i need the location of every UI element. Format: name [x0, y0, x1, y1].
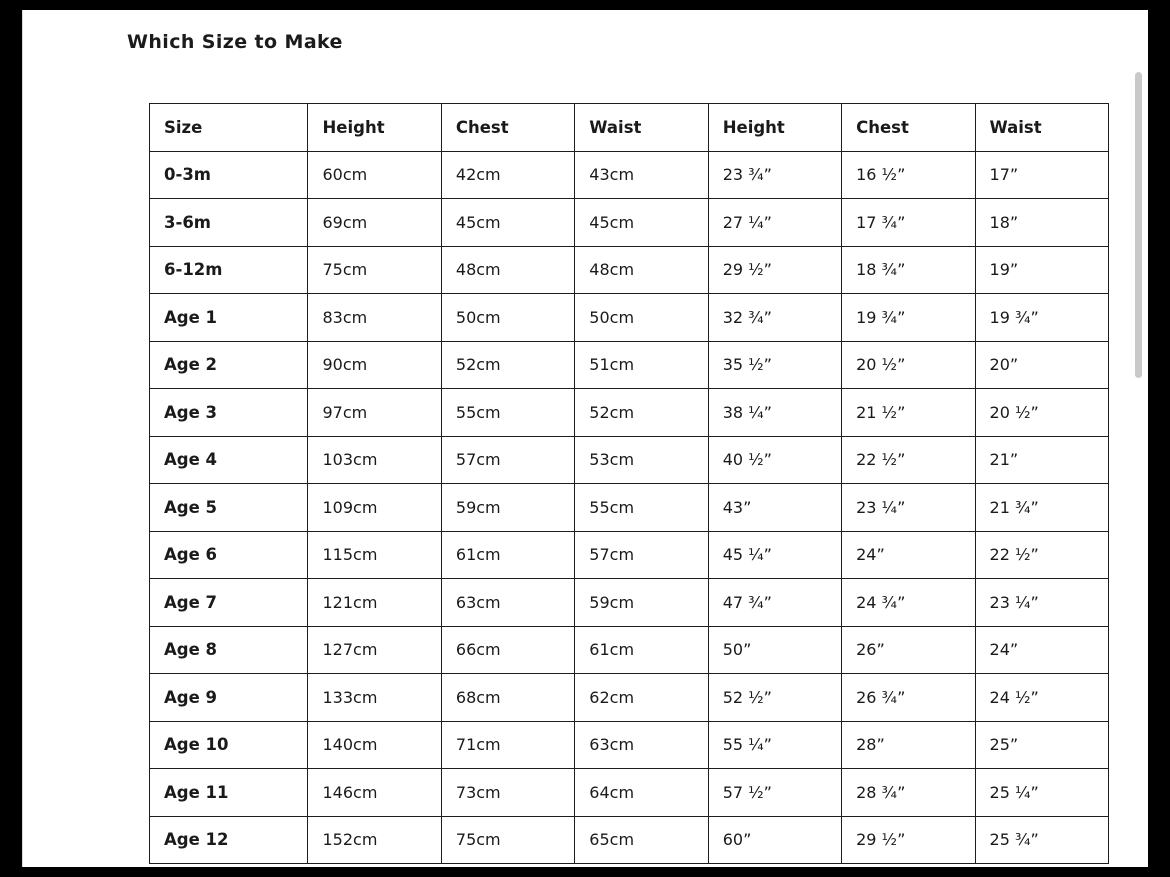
- cell-waist-cm: 50cm: [575, 294, 708, 342]
- cell-size: Age 5: [150, 484, 308, 532]
- table-row: [150, 389, 1109, 437]
- table-row: [150, 294, 1109, 342]
- cell-waist-cm: 63cm: [575, 721, 708, 769]
- cell-size: Age 4: [150, 436, 308, 484]
- cell-size: Age 2: [150, 341, 308, 389]
- cell-height-cm: 121cm: [308, 579, 441, 627]
- letterbox-right: [1148, 0, 1170, 877]
- letterbox-left: [0, 0, 22, 877]
- cell-height-in: 60”: [708, 816, 841, 864]
- cell-chest-in: 26”: [842, 626, 975, 674]
- cell-chest-in: 16 ½”: [842, 151, 975, 199]
- column-header-chest-in: Chest: [842, 104, 975, 152]
- cell-height-in: 23 ¾”: [708, 151, 841, 199]
- cell-chest-cm: 57cm: [441, 436, 574, 484]
- table-row: [150, 151, 1109, 199]
- cell-waist-cm: 59cm: [575, 579, 708, 627]
- cell-waist-cm: 55cm: [575, 484, 708, 532]
- cell-waist-in: 23 ¼”: [975, 579, 1108, 627]
- cell-chest-cm: 55cm: [441, 389, 574, 437]
- cell-height-cm: 152cm: [308, 816, 441, 864]
- letterbox-top: [0, 0, 1170, 10]
- column-header-waist-cm: Waist: [575, 104, 708, 152]
- cell-size: Age 7: [150, 579, 308, 627]
- table-row: [150, 484, 1109, 532]
- cell-chest-cm: 61cm: [441, 531, 574, 579]
- cell-height-in: 43”: [708, 484, 841, 532]
- cell-waist-in: 17”: [975, 151, 1108, 199]
- cell-chest-cm: 75cm: [441, 816, 574, 864]
- column-header-height-in: Height: [708, 104, 841, 152]
- cell-waist-in: 24 ½”: [975, 674, 1108, 722]
- cell-height-in: 55 ¼”: [708, 721, 841, 769]
- cell-waist-in: 24”: [975, 626, 1108, 674]
- cell-waist-cm: 52cm: [575, 389, 708, 437]
- cell-waist-in: 20”: [975, 341, 1108, 389]
- page-title: Which Size to Make: [127, 31, 343, 53]
- cell-chest-in: 28 ¾”: [842, 769, 975, 817]
- cell-waist-in: 25”: [975, 721, 1108, 769]
- scrollbar-thumb[interactable]: [1135, 72, 1142, 378]
- document-content: [41, 10, 1108, 867]
- cell-waist-cm: 51cm: [575, 341, 708, 389]
- cell-waist-cm: 48cm: [575, 246, 708, 294]
- cell-chest-cm: 71cm: [441, 721, 574, 769]
- cell-height-in: 40 ½”: [708, 436, 841, 484]
- column-header-height-cm: Height: [308, 104, 441, 152]
- table-row: [150, 246, 1109, 294]
- cell-size: Age 8: [150, 626, 308, 674]
- table-row: [150, 199, 1109, 247]
- cell-chest-in: 17 ¾”: [842, 199, 975, 247]
- table-row: [150, 436, 1109, 484]
- cell-chest-in: 26 ¾”: [842, 674, 975, 722]
- cell-size: Age 1: [150, 294, 308, 342]
- table-row: [150, 816, 1109, 864]
- cell-height-cm: 60cm: [308, 151, 441, 199]
- document-page: [22, 10, 1148, 867]
- cell-chest-in: 21 ½”: [842, 389, 975, 437]
- cell-waist-in: 19”: [975, 246, 1108, 294]
- table-body: [150, 151, 1109, 864]
- table-header-row: [150, 104, 1109, 152]
- cell-waist-in: 25 ¼”: [975, 769, 1108, 817]
- cell-waist-cm: 61cm: [575, 626, 708, 674]
- cell-waist-cm: 64cm: [575, 769, 708, 817]
- cell-height-cm: 146cm: [308, 769, 441, 817]
- cell-waist-in: 21 ¾”: [975, 484, 1108, 532]
- cell-waist-in: 22 ½”: [975, 531, 1108, 579]
- cell-waist-in: 19 ¾”: [975, 294, 1108, 342]
- cell-chest-cm: 63cm: [441, 579, 574, 627]
- cell-height-cm: 109cm: [308, 484, 441, 532]
- table-row: [150, 531, 1109, 579]
- cell-height-cm: 115cm: [308, 531, 441, 579]
- cell-height-cm: 69cm: [308, 199, 441, 247]
- cell-chest-cm: 50cm: [441, 294, 574, 342]
- cell-height-in: 35 ½”: [708, 341, 841, 389]
- cell-height-in: 47 ¾”: [708, 579, 841, 627]
- cell-size: Age 12: [150, 816, 308, 864]
- cell-waist-cm: 65cm: [575, 816, 708, 864]
- cell-size: Age 9: [150, 674, 308, 722]
- cell-chest-in: 29 ½”: [842, 816, 975, 864]
- cell-size: Age 10: [150, 721, 308, 769]
- cell-chest-cm: 68cm: [441, 674, 574, 722]
- cell-waist-in: 20 ½”: [975, 389, 1108, 437]
- size-chart-table: [149, 103, 1109, 864]
- table-row: [150, 341, 1109, 389]
- column-header-waist-in: Waist: [975, 104, 1108, 152]
- cell-chest-in: 23 ¼”: [842, 484, 975, 532]
- table-row: [150, 579, 1109, 627]
- cell-height-in: 57 ½”: [708, 769, 841, 817]
- cell-height-in: 29 ½”: [708, 246, 841, 294]
- cell-height-cm: 97cm: [308, 389, 441, 437]
- table-row: [150, 674, 1109, 722]
- cell-chest-in: 24”: [842, 531, 975, 579]
- table-row: [150, 626, 1109, 674]
- cell-size: Age 6: [150, 531, 308, 579]
- cell-height-cm: 103cm: [308, 436, 441, 484]
- cell-height-in: 45 ¼”: [708, 531, 841, 579]
- cell-height-cm: 83cm: [308, 294, 441, 342]
- cell-chest-cm: 59cm: [441, 484, 574, 532]
- cell-height-cm: 127cm: [308, 626, 441, 674]
- table-header: [150, 104, 1109, 152]
- cell-size: Age 3: [150, 389, 308, 437]
- cell-height-in: 27 ¼”: [708, 199, 841, 247]
- column-header-size: Size: [150, 104, 308, 152]
- table-row: [150, 721, 1109, 769]
- cell-chest-cm: 73cm: [441, 769, 574, 817]
- cell-chest-in: 18 ¾”: [842, 246, 975, 294]
- cell-waist-cm: 62cm: [575, 674, 708, 722]
- cell-chest-in: 20 ½”: [842, 341, 975, 389]
- cell-height-cm: 140cm: [308, 721, 441, 769]
- cell-chest-cm: 66cm: [441, 626, 574, 674]
- cell-size: 6-12m: [150, 246, 308, 294]
- cell-chest-in: 19 ¾”: [842, 294, 975, 342]
- cell-waist-in: 18”: [975, 199, 1108, 247]
- cell-waist-in: 21”: [975, 436, 1108, 484]
- cell-height-cm: 90cm: [308, 341, 441, 389]
- cell-waist-cm: 43cm: [575, 151, 708, 199]
- cell-chest-in: 28”: [842, 721, 975, 769]
- cell-height-cm: 133cm: [308, 674, 441, 722]
- cell-height-in: 38 ¼”: [708, 389, 841, 437]
- cell-chest-in: 22 ½”: [842, 436, 975, 484]
- cell-chest-cm: 45cm: [441, 199, 574, 247]
- cell-chest-cm: 52cm: [441, 341, 574, 389]
- cell-waist-cm: 57cm: [575, 531, 708, 579]
- cell-waist-cm: 45cm: [575, 199, 708, 247]
- table-row: [150, 769, 1109, 817]
- cell-height-in: 52 ½”: [708, 674, 841, 722]
- cell-waist-cm: 53cm: [575, 436, 708, 484]
- cell-waist-in: 25 ¾”: [975, 816, 1108, 864]
- cell-chest-in: 24 ¾”: [842, 579, 975, 627]
- cell-chest-cm: 42cm: [441, 151, 574, 199]
- cell-height-in: 32 ¾”: [708, 294, 841, 342]
- cell-size: 0-3m: [150, 151, 308, 199]
- cell-size: Age 11: [150, 769, 308, 817]
- cell-height-in: 50”: [708, 626, 841, 674]
- letterbox-bottom: [0, 867, 1170, 877]
- column-header-chest-cm: Chest: [441, 104, 574, 152]
- cell-size: 3-6m: [150, 199, 308, 247]
- cell-chest-cm: 48cm: [441, 246, 574, 294]
- cell-height-cm: 75cm: [308, 246, 441, 294]
